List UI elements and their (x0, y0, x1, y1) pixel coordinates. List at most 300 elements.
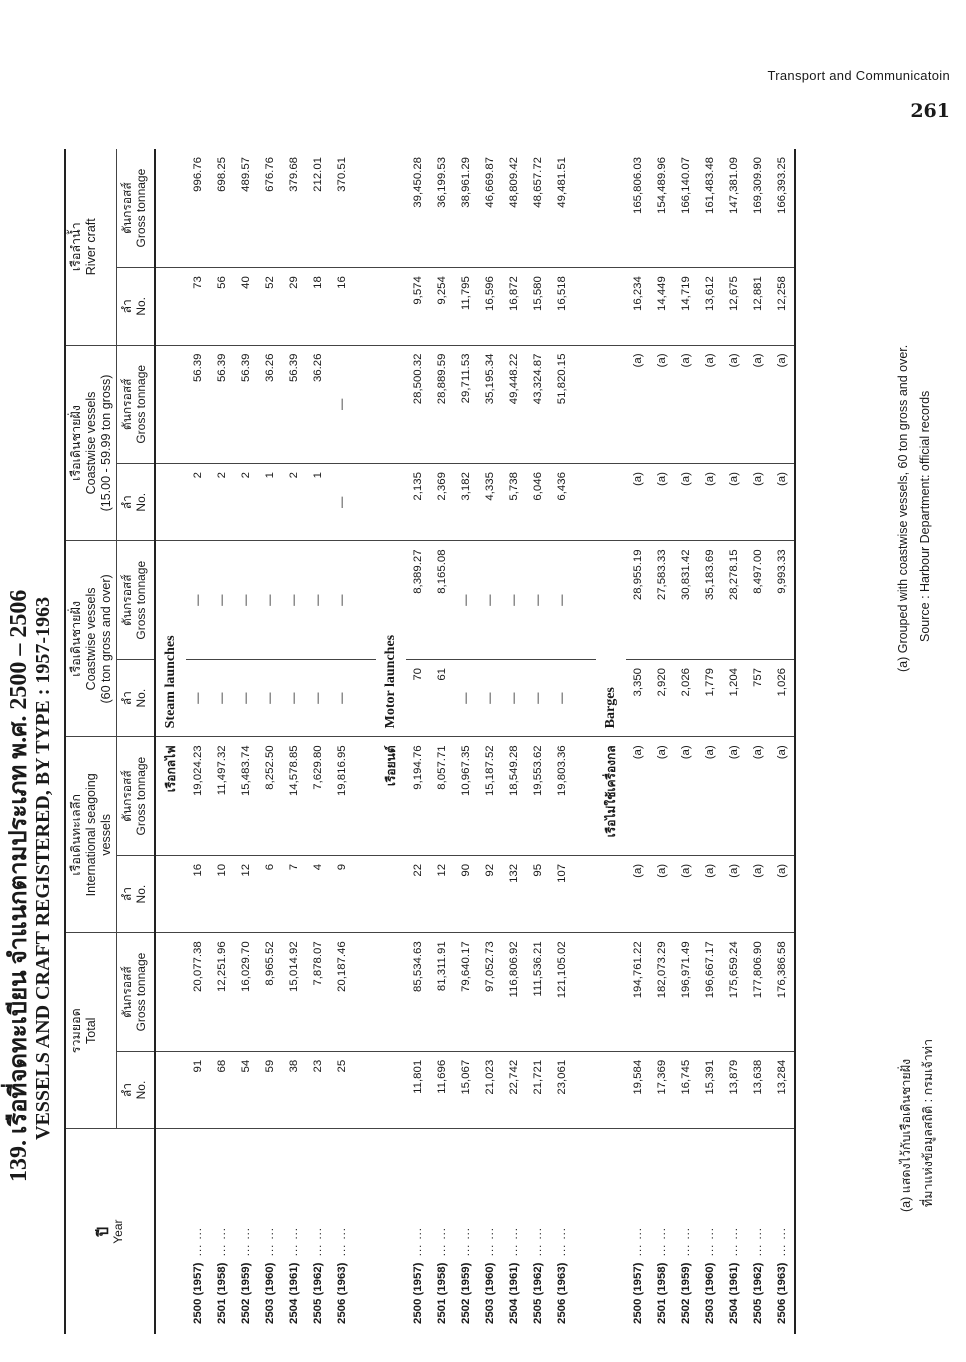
count-cell: — (330, 464, 354, 541)
sub-no-en: No. (134, 688, 148, 708)
leader-dots: ... ... (240, 1227, 252, 1257)
section-label-english: Barges (596, 541, 626, 737)
tonnage-cell: 161,483.48 (704, 157, 716, 215)
section-spacer (596, 1129, 626, 1334)
count-cell: 2 (234, 464, 258, 541)
leader-dots: ... ... (656, 1227, 668, 1257)
count-cell: 12 (234, 855, 258, 932)
tonnage-cell: 85,534.63 (406, 933, 430, 1052)
year-cell (746, 1129, 770, 1334)
leader-dots: ... ... (312, 1227, 324, 1257)
tonnage-cell: 379.68 (288, 157, 300, 192)
table-row (478, 149, 502, 1334)
tonnage-cell: 212.01 (312, 157, 324, 192)
leader-dots: ... ... (288, 1227, 300, 1257)
year-label: 2503 (1960) (704, 1262, 716, 1324)
count-cell: 19,584 (626, 1051, 650, 1128)
year-label: 2500 (1957) (192, 1262, 204, 1324)
sub-no-thai: ลำ (120, 887, 134, 902)
section-spacer (155, 855, 186, 932)
year-cell (550, 1129, 574, 1334)
tonnage-cell: — (306, 541, 330, 660)
year-cell (306, 1129, 330, 1334)
count-cell: 16 (186, 855, 210, 932)
page-number: 261 (910, 100, 950, 122)
section-spacer (376, 149, 406, 268)
count-cell: 14,449 (650, 268, 674, 345)
count-cell: 6,046 (526, 464, 550, 541)
year-label: 2506 (1963) (336, 1262, 348, 1324)
sub-header-no (117, 268, 156, 345)
tonnage-cell: 56.39 (210, 345, 234, 464)
tonnage-cell: 176,386.58 (770, 933, 795, 1052)
tonnage-cell: 165,806.03 (632, 157, 644, 215)
count-cell: 38 (282, 1051, 306, 1128)
count-cell: 15,391 (698, 1051, 722, 1128)
table-row (406, 149, 430, 1334)
sub-header-no (117, 1051, 156, 1128)
gap-cell (574, 1051, 596, 1128)
section-label-row (596, 149, 626, 1334)
tonnage-cell: — (502, 541, 526, 660)
tonnage-cell: 196,971.49 (674, 933, 698, 1052)
count-cell: 16,234 (626, 268, 650, 345)
tonnage-cell: 49,481.51 (556, 157, 568, 208)
tonnage-cell: 36.26 (258, 345, 282, 464)
tonnage-cell: 12,251.96 (210, 933, 234, 1052)
leader-dots: ... ... (216, 1227, 228, 1257)
tonnage-cell: — (526, 541, 550, 660)
count-cell: 2,026 (674, 659, 698, 736)
tonnage-cell: (a) (650, 345, 674, 464)
count-cell: — (258, 659, 282, 736)
year-cell (698, 1129, 722, 1334)
tonnage-cell: (a) (746, 737, 770, 856)
sub-ton-en: Gross tonnage (134, 168, 148, 248)
sub-ton-en: Gross tonnage (134, 364, 148, 444)
count-cell: (a) (770, 464, 795, 541)
table-body (155, 149, 795, 1334)
sub-ton-thai: ตันกรอสส์ (120, 378, 134, 431)
tonnage-cell: 20,187.46 (330, 933, 354, 1052)
section-gap (574, 149, 596, 1334)
tonnage-cell: 8,965.52 (258, 933, 282, 1052)
sub-ton-thai: ตันกรอสส์ (120, 966, 134, 1018)
tonnage-cell: 28,889.59 (430, 345, 454, 464)
count-cell: 2 (186, 464, 210, 541)
tonnage-cell: 36,199.53 (436, 157, 448, 208)
section-spacer (155, 268, 186, 345)
sub-no-en: No. (134, 492, 148, 512)
gap-cell (354, 541, 376, 660)
table-row (650, 149, 674, 1334)
tonnage-cell: 35,195.34 (478, 345, 502, 464)
tonnage-cell: 19,024.23 (186, 737, 210, 856)
tonnage-cell: 996.76 (192, 157, 204, 192)
group-en2: vessels (99, 813, 113, 856)
year-label: 2500 (1957) (412, 1262, 424, 1324)
gap-cell (574, 659, 596, 736)
count-cell: 11,795 (454, 268, 478, 345)
year-cell (282, 1129, 306, 1334)
leader-dots: ... ... (680, 1227, 692, 1257)
tonnage-cell: 19,803.36 (550, 737, 574, 856)
count-cell: 16,596 (478, 268, 502, 345)
group-header-row (65, 149, 117, 1334)
group-en: Coastwise vessels (84, 391, 98, 495)
tonnage-cell: 28,278.15 (722, 541, 746, 660)
tonnage-cell: — (478, 541, 502, 660)
tonnage-cell: 166,393.25 (770, 149, 795, 268)
count-cell: 59 (258, 1051, 282, 1128)
gap-cell (354, 737, 376, 856)
count-cell: 15,067 (454, 1051, 478, 1128)
tonnage-cell: — (234, 541, 258, 660)
leader-dots: ... ... (460, 1227, 472, 1257)
table-row (430, 149, 454, 1334)
tonnage-cell: 9,194.76 (406, 737, 430, 856)
tonnage-cell: 39,450.28 (412, 157, 424, 208)
tonnage-cell: 8,165.08 (430, 541, 454, 660)
count-cell: 68 (210, 1051, 234, 1128)
tonnage-cell: 676.76 (264, 157, 276, 192)
count-cell: — (526, 659, 550, 736)
tonnage-cell: 79,640.17 (454, 933, 478, 1052)
count-cell: 1 (258, 464, 282, 541)
gap-cell (354, 1129, 376, 1334)
year-cell (770, 1129, 795, 1334)
count-cell: 1 (306, 464, 330, 541)
group-thai: เรือเดินชายฝั่ง (69, 601, 83, 677)
table-row (234, 149, 258, 1334)
tonnage-cell: — (186, 541, 210, 660)
tonnage-cell: — (330, 541, 354, 660)
tonnage-cell: (a) (698, 737, 722, 856)
table-row (550, 149, 574, 1334)
sub-no-thai: ลำ (120, 1082, 134, 1098)
section-spacer (376, 268, 406, 345)
gap-cell (354, 1051, 376, 1128)
tonnage-cell: 36.26 (306, 345, 330, 464)
tonnage-cell: 147,381.09 (728, 157, 740, 215)
gap-cell (574, 933, 596, 1052)
section-spacer (596, 1051, 626, 1128)
leader-dots: ... ... (556, 1227, 568, 1257)
leader-dots: ... ... (728, 1227, 740, 1257)
tonnage-cell: 49,448.22 (502, 345, 526, 464)
count-cell: 22 (406, 855, 430, 932)
count-cell: 22,742 (502, 1051, 526, 1128)
year-cell (330, 1129, 354, 1334)
tonnage-cell: (a) (698, 345, 722, 464)
sub-no-en: No. (134, 884, 148, 904)
tonnage-cell: 154,489.96 (656, 157, 668, 215)
sub-ton-thai: ตันกรอสส์ (120, 182, 134, 234)
year-label: 2502 (1959) (460, 1262, 472, 1324)
tonnage-cell: 7,629.80 (306, 737, 330, 856)
tonnage-cell: — (330, 345, 354, 464)
group-thai: เรือเดินชายฝั่ง (69, 405, 83, 481)
count-cell: (a) (746, 855, 770, 932)
table-row (186, 149, 210, 1334)
count-cell: 90 (454, 855, 478, 932)
sub-no-en: No. (134, 1080, 148, 1100)
year-cell (674, 1129, 698, 1334)
leader-dots: ... ... (704, 1227, 716, 1257)
count-cell: 70 (406, 659, 430, 736)
tonnage-cell: 48,657.72 (532, 157, 544, 208)
section-spacer (596, 345, 626, 464)
count-cell: 6 (258, 855, 282, 932)
count-cell: 2 (282, 464, 306, 541)
count-cell: (a) (674, 855, 698, 932)
section-label-thai: เรือกลไฟ (155, 737, 186, 856)
count-cell: — (454, 659, 478, 736)
section-label-row (155, 149, 186, 1334)
tonnage-cell: (a) (626, 345, 650, 464)
count-cell: 2,135 (406, 464, 430, 541)
tonnage-cell: 43,324.87 (526, 345, 550, 464)
year-label: 2505 (1962) (312, 1262, 324, 1324)
year-label: 2505 (1962) (532, 1262, 544, 1324)
year-header-thai: ปี (94, 1226, 112, 1237)
gap-cell (354, 149, 376, 268)
tonnage-cell: 8,497.00 (746, 541, 770, 660)
tonnage-cell: 35,183.69 (698, 541, 722, 660)
year-cell (210, 1129, 234, 1334)
tonnage-cell: 8,389.27 (406, 541, 430, 660)
gap-cell (574, 855, 596, 932)
tonnage-cell: 15,187.52 (478, 737, 502, 856)
year-cell (454, 1129, 478, 1334)
count-cell: 21,023 (478, 1051, 502, 1128)
leader-dots: ... ... (508, 1227, 520, 1257)
count-cell: 13,879 (722, 1051, 746, 1128)
tonnage-cell: 8,252.50 (258, 737, 282, 856)
count-cell: 91 (186, 1051, 210, 1128)
count-cell: 1,026 (770, 659, 795, 736)
count-cell: 12,258 (770, 268, 795, 345)
table-row (330, 149, 354, 1334)
count-cell: 1,779 (698, 659, 722, 736)
table-row (626, 149, 650, 1334)
sub-header-tonnage (117, 737, 156, 856)
tonnage-cell: (a) (722, 345, 746, 464)
tonnage-cell: 19,816.95 (330, 737, 354, 856)
footnote-thai: (a) แสดงไว้กับเรือเดินชายฝั่ง (899, 1058, 913, 1212)
tonnage-cell: 28,500.32 (406, 345, 430, 464)
gap-cell (354, 855, 376, 932)
year-label: 2502 (1959) (680, 1262, 692, 1324)
section-spacer (596, 149, 626, 268)
sub-no-thai: ลำ (120, 691, 134, 706)
tonnage-cell: 38,961.29 (460, 157, 472, 208)
year-label: 2506 (1963) (776, 1262, 788, 1324)
year-label: 2502 (1959) (240, 1262, 252, 1324)
section-spacer (376, 345, 406, 464)
table-row (770, 149, 795, 1334)
group-en2: (15.00 - 59.99 ton gross) (99, 374, 113, 512)
group-thai: เรือลำน้ำ (69, 222, 83, 272)
leader-dots: ... ... (776, 1227, 788, 1257)
count-cell: (a) (698, 464, 722, 541)
count-cell: — (210, 659, 234, 736)
count-cell: 54 (234, 1051, 258, 1128)
section-spacer (596, 268, 626, 345)
count-cell: 12 (430, 855, 454, 932)
year-label: 2501 (1958) (436, 1262, 448, 1324)
section-gap (354, 149, 376, 1334)
tonnage-cell: — (550, 541, 574, 660)
group-en: River craft (84, 218, 98, 276)
count-cell: 2,369 (430, 464, 454, 541)
table-title-thai: 139. เรือที่จดทะเบียน จำแนกตามประเภท พ.ศ. 2500 – 2506 (6, 589, 32, 1182)
count-cell: 13,284 (770, 1051, 795, 1128)
count-cell: 6,436 (550, 464, 574, 541)
year-cell (406, 1129, 430, 1334)
count-cell: 9,254 (430, 268, 454, 345)
tonnage-cell: 18,549.28 (502, 737, 526, 856)
tonnage-cell: (a) (650, 737, 674, 856)
tonnage-cell: 30,831.42 (674, 541, 698, 660)
tonnage-cell: 16,029.70 (234, 933, 258, 1052)
group-en: Total (84, 1017, 98, 1044)
year-cell (234, 1129, 258, 1334)
group-thai: รวมยอด (69, 1008, 83, 1054)
group-header-river (65, 149, 117, 345)
count-cell: 23 (306, 1051, 330, 1128)
tonnage-cell: (a) (674, 737, 698, 856)
leader-dots: ... ... (412, 1227, 424, 1257)
tonnage-cell: 46,669.87 (484, 157, 496, 208)
year-cell (186, 1129, 210, 1334)
year-label: 2503 (1960) (264, 1262, 276, 1324)
leader-dots: ... ... (752, 1227, 764, 1257)
tonnage-cell: 27,583.33 (650, 541, 674, 660)
section-label-english: Motor launches (376, 541, 406, 737)
gap-cell (574, 149, 596, 268)
tonnage-cell: — (282, 541, 306, 660)
year-cell (258, 1129, 282, 1334)
count-cell: 23,061 (550, 1051, 574, 1128)
tonnage-cell: 51,820.15 (550, 345, 574, 464)
count-cell: 16,518 (550, 268, 574, 345)
year-label: 2504 (1961) (508, 1262, 520, 1324)
count-cell: — (186, 659, 210, 736)
table-row (282, 149, 306, 1334)
tonnage-cell: 10,967.35 (454, 737, 478, 856)
count-cell: (a) (746, 464, 770, 541)
tonnage-cell: 56.39 (282, 345, 306, 464)
year-label: 2501 (1958) (216, 1262, 228, 1324)
table-row (210, 149, 234, 1334)
count-cell: 11,696 (430, 1051, 454, 1128)
count-cell: 11,801 (406, 1051, 430, 1128)
tonnage-cell: — (454, 541, 478, 660)
gap-cell (354, 659, 376, 736)
table-row (306, 149, 330, 1334)
tonnage-cell: (a) (770, 345, 795, 464)
tonnage-cell: 121,105.02 (550, 933, 574, 1052)
tonnage-cell: 56.39 (186, 345, 210, 464)
section-spacer (596, 855, 626, 932)
group-thai: เรือเดินทะเลลึก (69, 794, 83, 876)
tonnage-cell: 175,659.24 (722, 933, 746, 1052)
count-cell: 73 (186, 268, 210, 345)
year-label: 2500 (1957) (632, 1262, 644, 1324)
sub-header-tonnage (117, 541, 156, 660)
section-spacer (155, 149, 186, 268)
count-cell: (a) (674, 464, 698, 541)
count-cell: 21,721 (526, 1051, 550, 1128)
count-cell: 3,350 (626, 659, 650, 736)
rotated-page-content (1, 147, 966, 1362)
year-header (65, 1129, 155, 1334)
section-header: Transport and Communicatoin (767, 68, 950, 83)
count-cell: — (282, 659, 306, 736)
section-spacer (376, 855, 406, 932)
tonnage-cell: 29,711.53 (454, 345, 478, 464)
count-cell: 16 (330, 268, 354, 345)
count-cell: (a) (650, 464, 674, 541)
year-label: 2504 (1961) (288, 1262, 300, 1324)
leader-dots: ... ... (532, 1227, 544, 1257)
tonnage-cell: 7,878.07 (306, 933, 330, 1052)
count-cell: 16,872 (502, 268, 526, 345)
count-cell: 9 (330, 855, 354, 932)
count-cell: 4,335 (478, 464, 502, 541)
group-en: International seagoing (84, 773, 98, 897)
year-label: 2506 (1963) (556, 1262, 568, 1324)
tonnage-cell: 194,761.22 (626, 933, 650, 1052)
tonnage-cell: 15,483.74 (234, 737, 258, 856)
count-cell: 12,675 (722, 268, 746, 345)
sub-no-en: No. (134, 296, 148, 316)
tonnage-cell: 182,073.29 (650, 933, 674, 1052)
count-cell: 15,580 (526, 268, 550, 345)
gap-cell (354, 464, 376, 541)
tonnage-cell: 56.39 (234, 345, 258, 464)
count-cell: (a) (722, 855, 746, 932)
section-spacer (596, 464, 626, 541)
group-en: Coastwise vessels (84, 587, 98, 691)
tonnage-cell: 48,809.42 (508, 157, 520, 208)
sub-header-no (117, 464, 156, 541)
tonnage-cell: 8,057.71 (430, 737, 454, 856)
sub-ton-thai: ตันกรอสส์ (120, 770, 134, 822)
tonnage-cell: 81,311.91 (430, 933, 454, 1052)
tonnage-cell: 116,806.92 (502, 933, 526, 1052)
count-cell: (a) (626, 464, 650, 541)
year-cell (650, 1129, 674, 1334)
section-spacer (376, 464, 406, 541)
count-cell: — (234, 659, 258, 736)
count-cell: 95 (526, 855, 550, 932)
tonnage-cell: 97,052.73 (478, 933, 502, 1052)
count-cell: 12,881 (746, 268, 770, 345)
count-cell: 9,574 (406, 268, 430, 345)
tonnage-cell: 169,309.90 (752, 157, 764, 215)
section-spacer (376, 933, 406, 1052)
tonnage-cell: 196,667.17 (698, 933, 722, 1052)
gap-cell (574, 541, 596, 660)
tonnage-cell: 15,014.92 (282, 933, 306, 1052)
sub-header-tonnage (117, 933, 156, 1052)
group-header-coastwise-15 (65, 345, 117, 541)
count-cell: 14,719 (674, 268, 698, 345)
tonnage-cell: 28,955.19 (626, 541, 650, 660)
section-spacer (155, 933, 186, 1052)
